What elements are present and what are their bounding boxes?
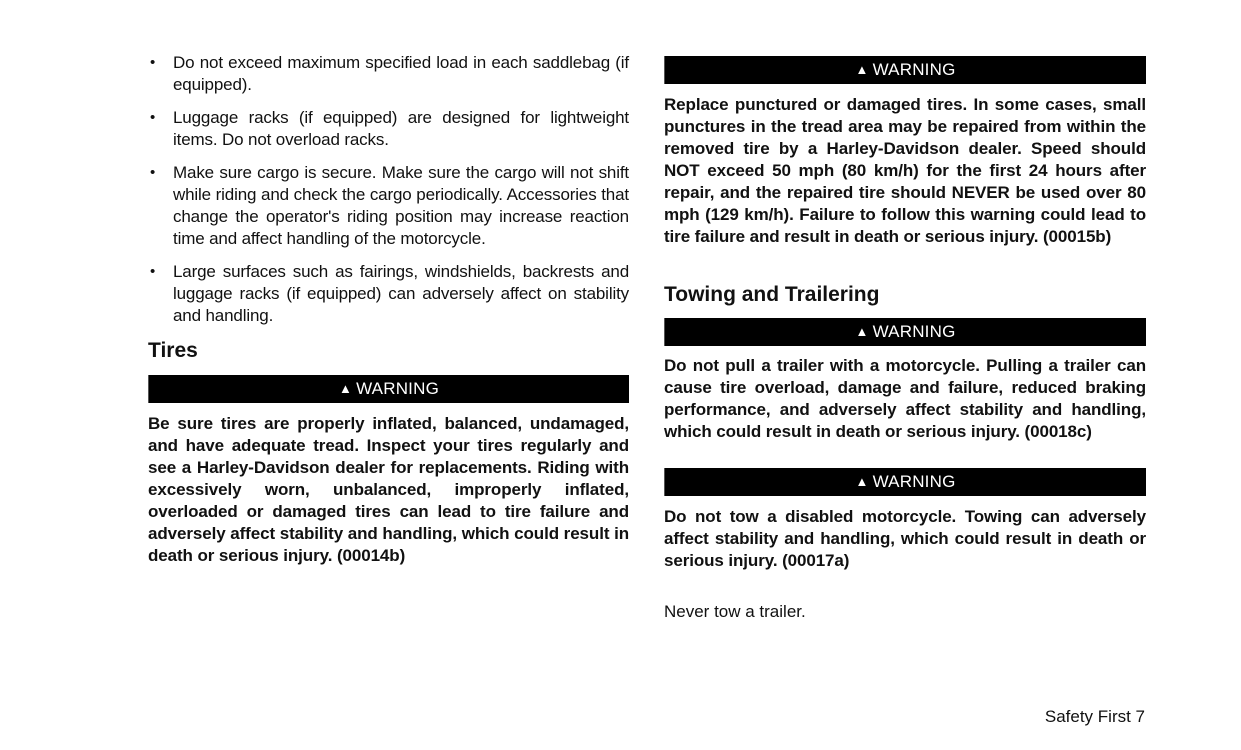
tires-warning-text: Be sure tires are properly inflated, balanced, undamaged, and have adequate tread. Inspect your tires regularly and see a Harley-Davidson dealer for replacements. Riding with excessively worn, unbalanced, improperly inflated, overloaded or damaged tires can lead to tire failure and adversely affect stability and handling, which could result in death or serious injury. (00014b) [148,414,629,565]
list-item [148,52,629,96]
disabled-tow-warning-text: Do not tow a disabled motorcycle. Towing can adversely affect stability and handling, which could result in death or serious injury. (00017a) [664,507,1146,570]
list-item [148,162,629,250]
warning-label: WARNING [872,322,956,341]
bullet-text: Large surfaces such as fairings, windshields, backrests and luggage racks (if equipped) can adversely affect on stability and handling. [173,262,629,325]
warning-triangle-icon: ▲ [855,324,869,339]
bullet-text: Make sure cargo is secure. Make sure the cargo will not shift while riding and check the cargo periodically. Accessories that change the operator's riding position may increase reaction time and affect handling of the motorcycle. [173,163,629,248]
warning-triangle-icon: ▲ [855,474,869,489]
warning-label: WARNING [872,472,956,491]
left-column [148,52,629,567]
warning-triangle-icon: ▲ [338,381,353,396]
warning-label: WARNING [356,379,439,398]
disabled-tow-warning-banner [664,468,1146,496]
bullet-text: Do not exceed maximum specified load in each saddlebag (if equipped). [173,53,629,94]
never-tow-note: Never tow a trailer. [664,602,806,621]
bullet-icon: • [150,263,156,280]
bullet-icon: • [150,109,156,126]
bullet-icon: • [150,164,156,181]
cargo-bullet-list [148,52,629,327]
towing-heading: Towing and Trailering [664,283,880,306]
bullet-icon: • [150,54,156,71]
warning-label: WARNING [872,60,956,79]
tires-heading: Tires [148,339,198,362]
right-column [664,56,1146,623]
tires-warning-banner [148,375,629,403]
page-footer: Safety First 7 [1044,707,1145,726]
tire-repair-warning-banner [664,56,1146,84]
bullet-text: Luggage racks (if equipped) are designed for lightweight items. Do not overload racks. [173,108,629,149]
list-item [148,261,629,327]
warning-triangle-icon: ▲ [855,62,869,77]
list-item [148,107,629,151]
towing-warning-text: Do not pull a trailer with a motorcycle. Pulling a trailer can cause tire overload, damage and failure, reduced braking performance, and adversely affect stability and handling, which could result in death or serious injury. (00018c) [664,356,1146,441]
towing-warning-banner [664,318,1146,346]
tire-repair-warning-text: Replace punctured or damaged tires. In some cases, small punctures in the tread area may be repaired from within the removed tire by a Harley-Davidson dealer. Speed should NOT exceed 50 mph (80 km/h) for the first 24 hours after repair, and the repaired tire should NEVER be used over 80 mph (129 km/h). Failure to follow this warning could lead to tire failure and result in death or serious injury. (00015b) [664,95,1146,246]
